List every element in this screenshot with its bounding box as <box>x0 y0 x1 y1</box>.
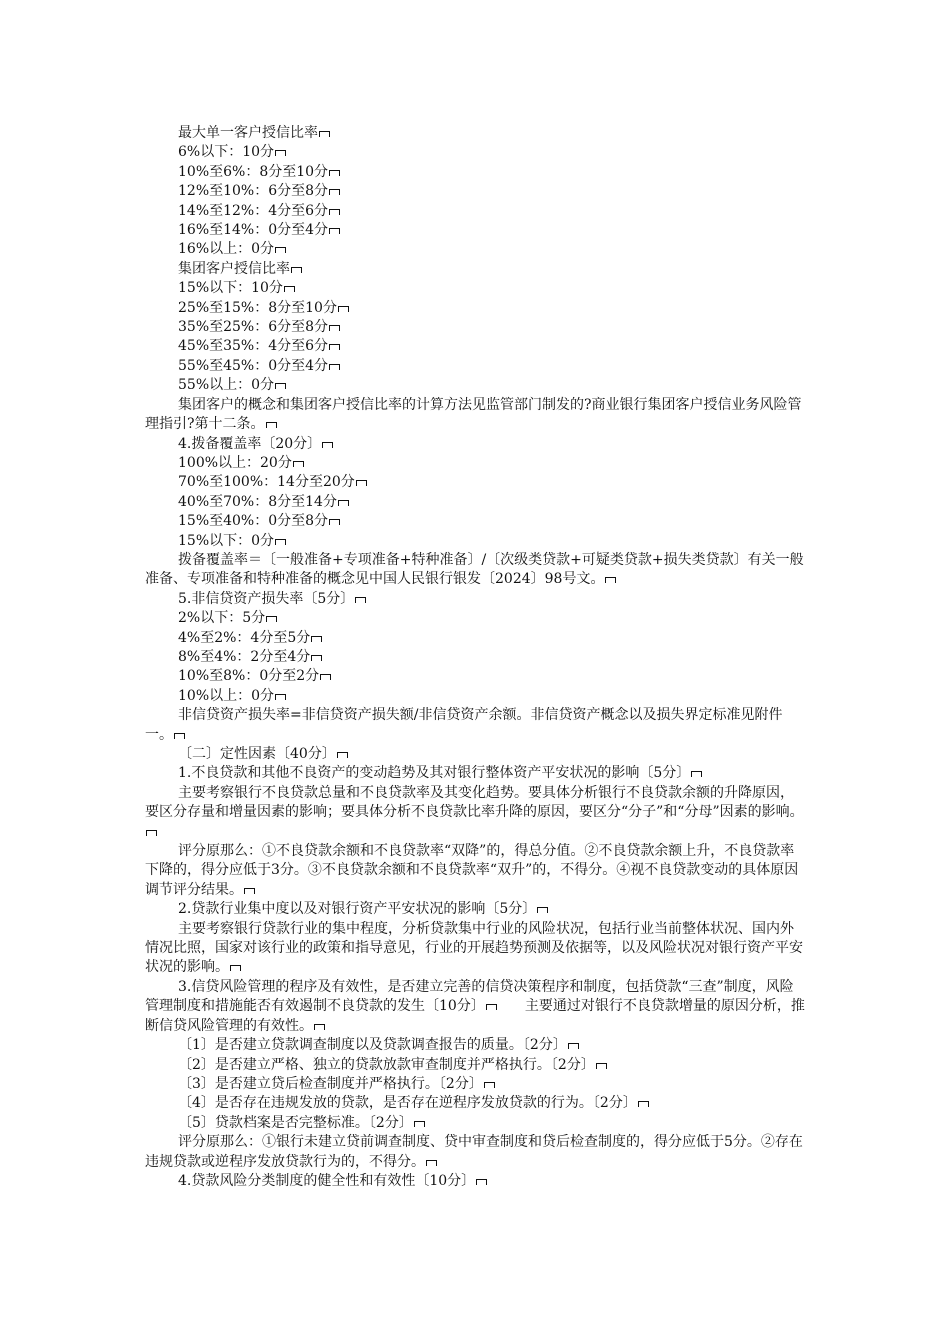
paragraph: 主要考察银行不良贷款总量和不良贷款率及其变化趋势。要具体分析银行不良贷款余额的升降原因，要区分存量和增量因素的影响；要具体分析不良贷款比率升降的原因，要区分“分子”和“分母”因素的影响。 <box>145 784 805 842</box>
paragraph-mark-icon <box>596 1063 607 1069</box>
section-heading: 4.拨备覆盖率〔20分〕 <box>145 435 805 454</box>
text-line: 15%以下：0分 <box>145 532 805 551</box>
paragraph: 非信贷资产损失率=非信贷资产损失额/非信贷资产余额。非信贷资产概念以及损失界定标准见附件一。 <box>145 707 783 743</box>
paragraph-mark-icon <box>311 655 322 661</box>
text-line: 15%至40%：0分至8分 <box>145 512 805 531</box>
paragraph-mark-icon <box>314 1024 325 1030</box>
paragraph-mark-icon <box>338 500 349 506</box>
paragraph-mark-icon <box>329 344 340 350</box>
paragraph-mark-icon <box>426 1160 437 1166</box>
section-heading: 〔二〕定性因素〔40分〕 <box>145 745 805 764</box>
document-page <box>145 124 805 1191</box>
text-line: 最大单一客户授信比率 <box>145 124 805 143</box>
list-item: 〔3〕是否建立贷后检查制度并严格执行。〔2分〕 <box>145 1075 805 1094</box>
paragraph-mark-icon <box>293 461 304 467</box>
text-line: 16%至14%：0分至4分 <box>145 221 805 240</box>
paragraph-mark-icon <box>329 228 340 234</box>
text-line: 4%至2%：4分至5分 <box>145 629 805 648</box>
text-line: 16%以上：0分 <box>145 240 805 259</box>
text-line: 55%至45%：0分至4分 <box>145 357 805 376</box>
text-line: 100%以上：20分 <box>145 454 805 473</box>
paragraph-mark-icon <box>476 1179 487 1185</box>
paragraph-mark-icon <box>174 733 185 739</box>
paragraph-mark-icon <box>638 1101 649 1107</box>
list-item: 〔1〕是否建立贷款调查制度以及贷款调查报告的质量。〔2分〕 <box>145 1036 805 1055</box>
text-line: 集团客户授信比率 <box>145 260 805 279</box>
list-item: 〔2〕是否建立严格、独立的贷款放款审查制度并严格执行。〔2分〕 <box>145 1056 805 1075</box>
paragraph-mark-icon <box>284 286 295 292</box>
paragraph-mark-icon <box>486 1004 497 1010</box>
paragraph-mark-icon <box>568 1043 579 1049</box>
paragraph-mark-icon <box>605 577 616 583</box>
paragraph-mark-icon <box>266 616 277 622</box>
paragraph-mark-icon <box>275 150 286 156</box>
paragraph-mark-icon <box>319 131 330 137</box>
text-line: 70%至100%：14分至20分 <box>145 473 805 492</box>
text-line: 12%至10%：6分至8分 <box>145 182 805 201</box>
paragraph-mark-icon <box>275 694 286 700</box>
paragraph-mark-icon <box>275 383 286 389</box>
paragraph: 拨备覆盖率＝〔一般准备+专项准备+特种准备〕/〔次级类贷款+可疑类贷款+损失类贷款〕有关一般准备、专项准备和特种准备的概念见中国人民银行银发〔2024〕98号文。 <box>145 551 804 588</box>
paragraph-mark-icon <box>329 209 340 215</box>
paragraph-mark-icon <box>329 364 340 370</box>
section-heading: 2.贷款行业集中度以及对银行资产平安状况的影响〔5分〕 <box>145 900 805 919</box>
paragraph-mark-icon <box>275 539 286 545</box>
text-line: 15%以下：10分 <box>145 279 805 298</box>
text-line: 40%至70%：8分至14分 <box>145 493 805 512</box>
paragraph-mark-icon <box>355 597 366 603</box>
text-line: 10%至6%：8分至10分 <box>145 163 805 182</box>
paragraph-mark-icon <box>691 771 702 777</box>
paragraph-mark-icon <box>356 480 367 486</box>
text-line: 25%至15%：8分至10分 <box>145 299 805 318</box>
paragraph-mark-icon <box>338 306 349 312</box>
paragraph-mark-icon <box>484 1082 495 1088</box>
paragraph: 集团客户的概念和集团客户授信比率的计算方法见监管部门制发的?商业银行集团客户授信业务风险管理指引?第十二条。 <box>145 396 802 433</box>
paragraph-mark-icon <box>320 674 331 680</box>
paragraph-mark-icon <box>329 170 340 176</box>
text-line: 2%以下：5分 <box>145 609 805 628</box>
text-line: 6%以下：10分 <box>145 143 805 162</box>
paragraph-mark-icon <box>329 325 340 331</box>
list-item: 〔5〕贷款档案是否完整标准。〔2分〕 <box>145 1114 805 1133</box>
section-heading: 1.不良贷款和其他不良资产的变动趋势及其对银行整体资产平安状况的影响〔5分〕 <box>145 764 805 783</box>
paragraph-mark-icon <box>322 442 333 448</box>
text-line: 55%以上：0分 <box>145 376 805 395</box>
paragraph-mark-icon <box>329 189 340 195</box>
paragraph-mark-icon <box>537 907 548 913</box>
paragraph: 主要考察银行贷款行业的集中程度，分析贷款集中行业的风险状况，包括行业当前整体状况、国内外情况比照，国家对该行业的政策和指导意见，行业的开展趋势预测及依据等，以及风险状况对银行资产平安状况的影响。 <box>145 920 803 976</box>
paragraph: 评分原那么：①银行未建立贷前调查制度、贷中审查制度和贷后检查制度的，得分应低于5分。②存在违规贷款或逆程序发放贷款行为的，不得分。 <box>145 1134 803 1170</box>
text-line: 35%至25%：6分至8分 <box>145 318 805 337</box>
list-item: 〔4〕是否存在违规发放的贷款，是否存在逆程序发放贷款的行为。〔2分〕 <box>145 1094 805 1113</box>
paragraph-mark-icon <box>414 1121 425 1127</box>
section-heading: 5.非信贷资产损失率〔5分〕 <box>145 590 805 609</box>
text-line: 10%至8%：0分至2分 <box>145 667 805 686</box>
text-line: 8%至4%：2分至4分 <box>145 648 805 667</box>
paragraph-mark-icon <box>337 752 348 758</box>
text-line: 10%以上：0分 <box>145 687 805 706</box>
paragraph-mark-icon <box>146 830 157 836</box>
section-heading: 4.贷款风险分类制度的健全性和有效性〔10分〕 <box>145 1172 805 1191</box>
paragraph-mark-icon <box>291 267 302 273</box>
paragraph-mark-icon <box>311 636 322 642</box>
paragraph: 评分原那么：①不良贷款余额和不良贷款率“双降”的，得总分值。②不良贷款余额上升，不良贷款率下降的，得分应低于3分。③不良贷款余额和不良贷款率“双升”的，不得分。④视不良贷款变动的具体原因调节评分结果。 <box>145 843 799 898</box>
paragraph-mark-icon <box>244 888 255 894</box>
paragraph-mark-icon <box>230 965 241 971</box>
paragraph: 3.信贷风险管理的程序及有效性，是否建立完善的信贷决策程序和制度，包括贷款“三查”制度，风险管理制度和措施能否有效遏制不良贷款的发生〔10分〕 主要通过对银行不良贷款增量的原因分析，推断信贷风险管理的有效性。 <box>145 978 805 1034</box>
text-line: 45%至35%：4分至6分 <box>145 337 805 356</box>
paragraph-mark-icon <box>275 247 286 253</box>
paragraph-mark-icon <box>329 519 340 525</box>
text-line: 14%至12%：4分至6分 <box>145 202 805 221</box>
paragraph-mark-icon <box>266 422 277 428</box>
